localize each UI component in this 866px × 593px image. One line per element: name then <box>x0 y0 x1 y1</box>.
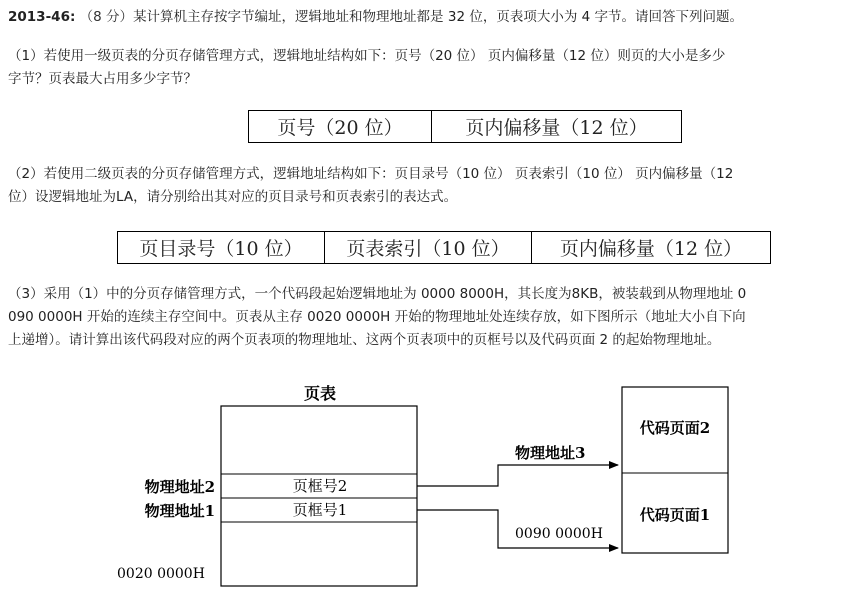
code-page-2: 代码页面2 <box>639 419 711 437</box>
page-table-title: 页表 <box>303 384 337 403</box>
page-table-box <box>221 406 417 586</box>
q1-page-number-field: 页号（20 位） <box>249 111 432 143</box>
page-frame-1-entry: 页框号1 <box>292 501 348 519</box>
q2-line-2: 位）设逻辑地址为LA，请分别给出其对应的页目录号和页表索引的表达式。 <box>8 189 458 205</box>
page-table-base-address: 0020 0000H <box>117 566 205 582</box>
physical-address-2-label: 物理地址2 <box>144 478 215 496</box>
q1-line-1: （1）若使用一级页表的分页存储管理方式，逻辑地址结构如下：页号（20 位） 页内偏移量（12 位）则页的大小是多少 <box>8 48 726 64</box>
q3-line-3: 上递增）。请计算出该代码段对应的两个页表项的物理地址、这两个页表项中的页框号以及代码页面 2 的起始物理地址。 <box>8 332 721 348</box>
question-id: 2013-46: <box>8 9 76 25</box>
physical-address-3-label: 物理地址3 <box>515 444 586 462</box>
code-segment-base-address: 0090 0000H <box>515 526 603 542</box>
arrow-to-code-page-2 <box>417 465 618 486</box>
code-segment-box <box>622 387 728 553</box>
q1-offset-field: 页内偏移量（12 位） <box>432 111 682 143</box>
q2-line-1: （2）若使用二级页表的分页存储管理方式，逻辑地址结构如下：页目录号（10 位） 页表索引（10 位） 页内偏移量（12 <box>8 166 734 182</box>
code-page-1: 代码页面1 <box>639 506 711 524</box>
q2-directory-field: 页目录号（10 位） <box>118 232 325 264</box>
q3-line-2: 090 0000H 开始的连续主存空间中。页表从主存 0020 0000H 开始的物理地址处连续存放，如下图所示（地址大小自下向 <box>8 309 746 325</box>
q2-table-index-field: 页表索引（10 位） <box>325 232 532 264</box>
q1-line-2: 字节？页表最大占用多少字节？ <box>8 71 197 87</box>
question-intro-text: 某计算机主存按字节编址，逻辑地址和物理地址都是 32 位，页表项大小为 4 字节。请回答下列问题。 <box>133 9 743 25</box>
question-points: （8 分） <box>79 9 134 25</box>
physical-address-1-label: 物理地址1 <box>144 502 215 520</box>
page-frame-2-entry: 页框号2 <box>292 477 348 495</box>
q3-line-1: （3）采用（1）中的分页存储管理方式，一个代码段起始逻辑地址为 0000 8000H，其长度为8KB，被装载到从物理地址 0 <box>8 286 747 302</box>
q2-offset-field: 页内偏移量（12 位） <box>532 232 771 264</box>
